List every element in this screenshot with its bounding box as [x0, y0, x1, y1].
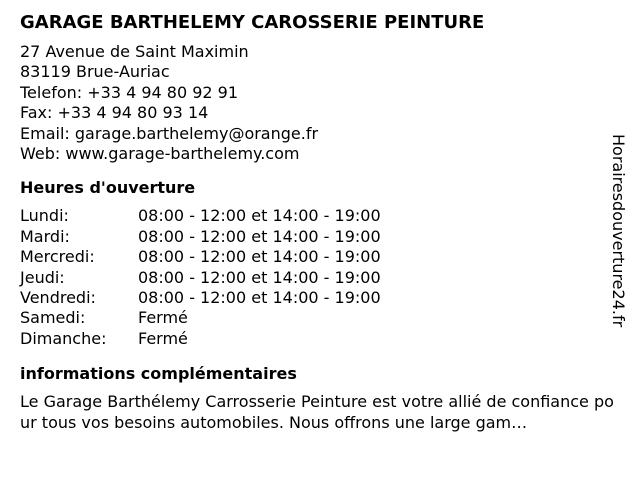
address-street: 27 Avenue de Saint Maximin — [20, 42, 249, 61]
hours-row-wednesday — [20, 247, 620, 267]
hours-value: 08:00 - 12:00 et 14:00 - 19:00 — [138, 267, 381, 287]
hours-row-monday — [20, 206, 620, 226]
day-label: Samedi: — [20, 308, 86, 328]
phone-number: Telefon: +33 4 94 80 92 91 — [20, 82, 239, 102]
fax-number: Fax: +33 4 94 80 93 14 — [20, 103, 209, 123]
hours-value: 08:00 - 12:00 et 14:00 - 19:00 — [138, 247, 381, 267]
site-brand-watermark: Horairesdouverture24.fr — [609, 134, 628, 328]
hours-value: Fermé — [138, 328, 188, 348]
day-label: Dimanche: — [20, 328, 107, 348]
hours-row-saturday — [20, 308, 620, 328]
website-url: Web: www.garage-barthelemy.com — [20, 144, 300, 164]
additional-info-heading: informations complémentaires — [20, 364, 297, 384]
contact-details — [20, 42, 620, 164]
business-name: GARAGE BARTHELEMY CAROSSERIE PEINTURE — [20, 12, 485, 33]
day-label: Jeudi: — [20, 267, 65, 287]
hours-value: Fermé — [138, 308, 188, 328]
day-label: Lundi: — [20, 206, 69, 226]
hours-value: 08:00 - 12:00 et 14:00 - 19:00 — [138, 288, 381, 308]
hours-value: 08:00 - 12:00 et 14:00 - 19:00 — [138, 226, 381, 246]
opening-hours-table — [20, 206, 620, 349]
additional-info-text: Le Garage Barthélemy Carrosserie Peinture est votre allié de confiance pour tous vos besoins automobiles. Nous offrons une large gam… — [20, 392, 614, 432]
email-address: Email: garage.barthelemy@orange.fr — [20, 123, 319, 143]
hours-row-sunday — [20, 329, 620, 349]
address-city: 83119 Brue-Auriac — [20, 62, 170, 82]
hours-value: 08:00 - 12:00 et 14:00 - 19:00 — [138, 206, 381, 226]
hours-row-tuesday — [20, 227, 620, 247]
hours-row-thursday — [20, 268, 620, 288]
hours-row-friday — [20, 288, 620, 308]
opening-hours-heading: Heures d'ouverture — [20, 178, 196, 198]
day-label: Mardi: — [20, 226, 70, 246]
day-label: Mercredi: — [20, 247, 95, 267]
day-label: Vendredi: — [20, 288, 96, 308]
business-card — [20, 10, 620, 433]
